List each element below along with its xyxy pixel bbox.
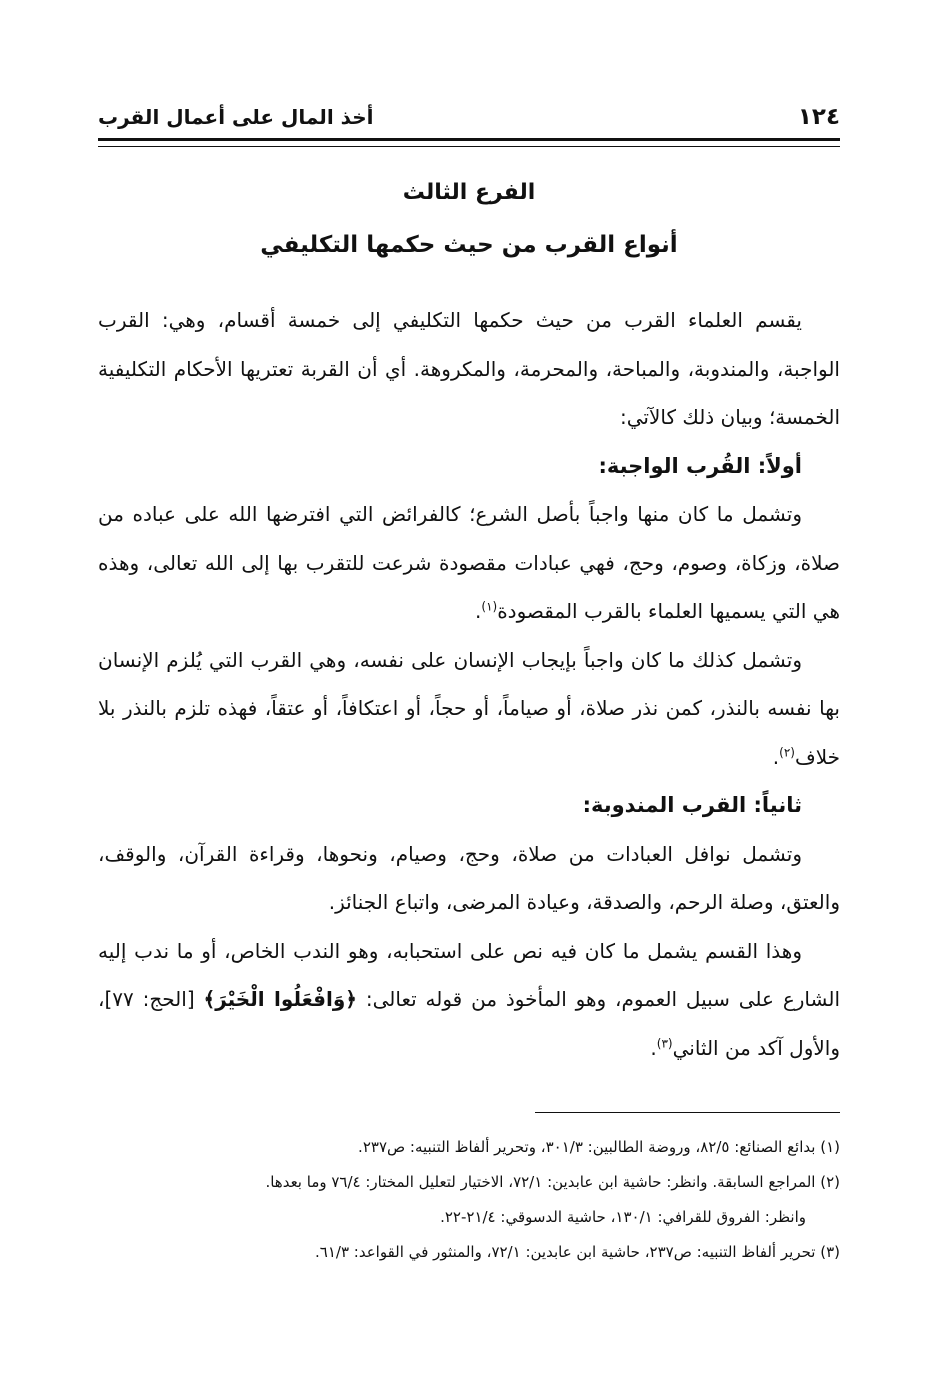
paragraph-obligatory-1 — [98, 490, 840, 636]
page-header — [98, 100, 840, 134]
section-subtitle: أنواع القرب من حيث حكمها التكليفي — [260, 232, 678, 258]
section-title: الفرع الثالث — [402, 180, 536, 205]
paragraph-text: وهذا القسم يشمل ما كان فيه نص على استحبابه، وهو الندب الخاص، أو ما ندب إليه الشارع على سبيل العموم، وهو المأخوذ من قوله تعالى: — [98, 938, 841, 1011]
heading-obligatory: أولاً: القُرب الواجبة: — [598, 453, 802, 478]
period: . — [650, 1035, 657, 1060]
footnote-ref-2: (٢) — [779, 744, 795, 759]
heading-recommended: ثانياً: القرب المندوبة: — [582, 793, 802, 817]
period: . — [475, 599, 482, 623]
intro-paragraph: يقسم العلماء القرب من حيث حكمها التكليفي إلى خمسة أقسام، وهي: القرب الواجبة، والمندوبة، والمباحة، والمحرمة، والمكروهة. أي أن القربة تعتريها الأحكام التكليفية الخمسة؛ وبيان ذلك كالآتي: — [98, 308, 840, 429]
footnotes — [88, 1130, 840, 1270]
paragraph-obligatory-2 — [98, 636, 840, 782]
main-text — [98, 296, 840, 1072]
footnote-separator — [535, 1112, 840, 1113]
footnote-ref-1: (١) — [481, 599, 498, 614]
paragraph-recommended-1: وتشمل نوافل العبادات من صلاة، وحج، وصيام، ونحوها، وقراءة القرآن، والوقف، والعتق، وصلة الرحم، والصدقة، وعيادة المرضى، واتباع الجنائز. — [98, 841, 840, 914]
paragraph-text: وتشمل كذلك ما كان واجباً بإيجاب الإنسان على نفسه، وهي القرب التي يُلزم الإنسان بها نفسه بالنذر، كمن نذر صلاة، أو صياماً، أو حجاً، أو اعتكافاً، أو عتقاً، فهذه تلزم بالنذر بلا خلاف — [98, 647, 840, 769]
footnote-1: (١) بدائع الصنائع: ٨٢/٥، وروضة الطالبين: ٣٠١/٣، وتحرير ألفاظ التنبيه: ص٢٣٧. — [358, 1138, 840, 1156]
quran-verse: ﴿وَافْعَلُوا الْخَيْرَ﴾ — [203, 987, 357, 1011]
footnote-2: (٢) المراجع السابقة. وانظر: حاشية ابن عابدين: ٧٢/١، الاختيار لتعليل المختار: ٧٦/٤ وما بعدها. — [265, 1173, 840, 1191]
paragraph-recommended-2 — [98, 927, 840, 1073]
header-rule-thick — [98, 138, 840, 141]
header-rule-thin — [98, 146, 840, 147]
footnote-3: (٣) تحرير ألفاظ التنبيه: ص٢٣٧، حاشية ابن عابدين: ٧٢/١، والمنثور في القواعد: ٦١/٣. — [315, 1243, 840, 1261]
verse-citation: [الحج: ٧٧]، والأول آكد من الثاني — [98, 987, 840, 1060]
footnote-2-continued: وانظر: الفروق للقرافي: ١٣٠/١، حاشية الدسوقي: ٢١/٤-٢٢. — [440, 1208, 806, 1226]
running-title: أخذ المال على أعمال القرب — [98, 105, 374, 129]
paragraph-text: وتشمل ما كان منها واجباً بأصل الشرع؛ كالفرائض التي افترضها الله على عباده من صلاة، وزكاة، وصوم، وحج، فهي عبادات مقصودة شرعت للتقرب بها إلى الله تعالى، وهذه هي التي يسميها العلماء بالقرب المقصودة — [98, 502, 840, 623]
footnote-ref-3: (٣) — [656, 1035, 673, 1050]
period: . — [772, 744, 780, 769]
page-number: ١٢٤ — [797, 104, 840, 130]
